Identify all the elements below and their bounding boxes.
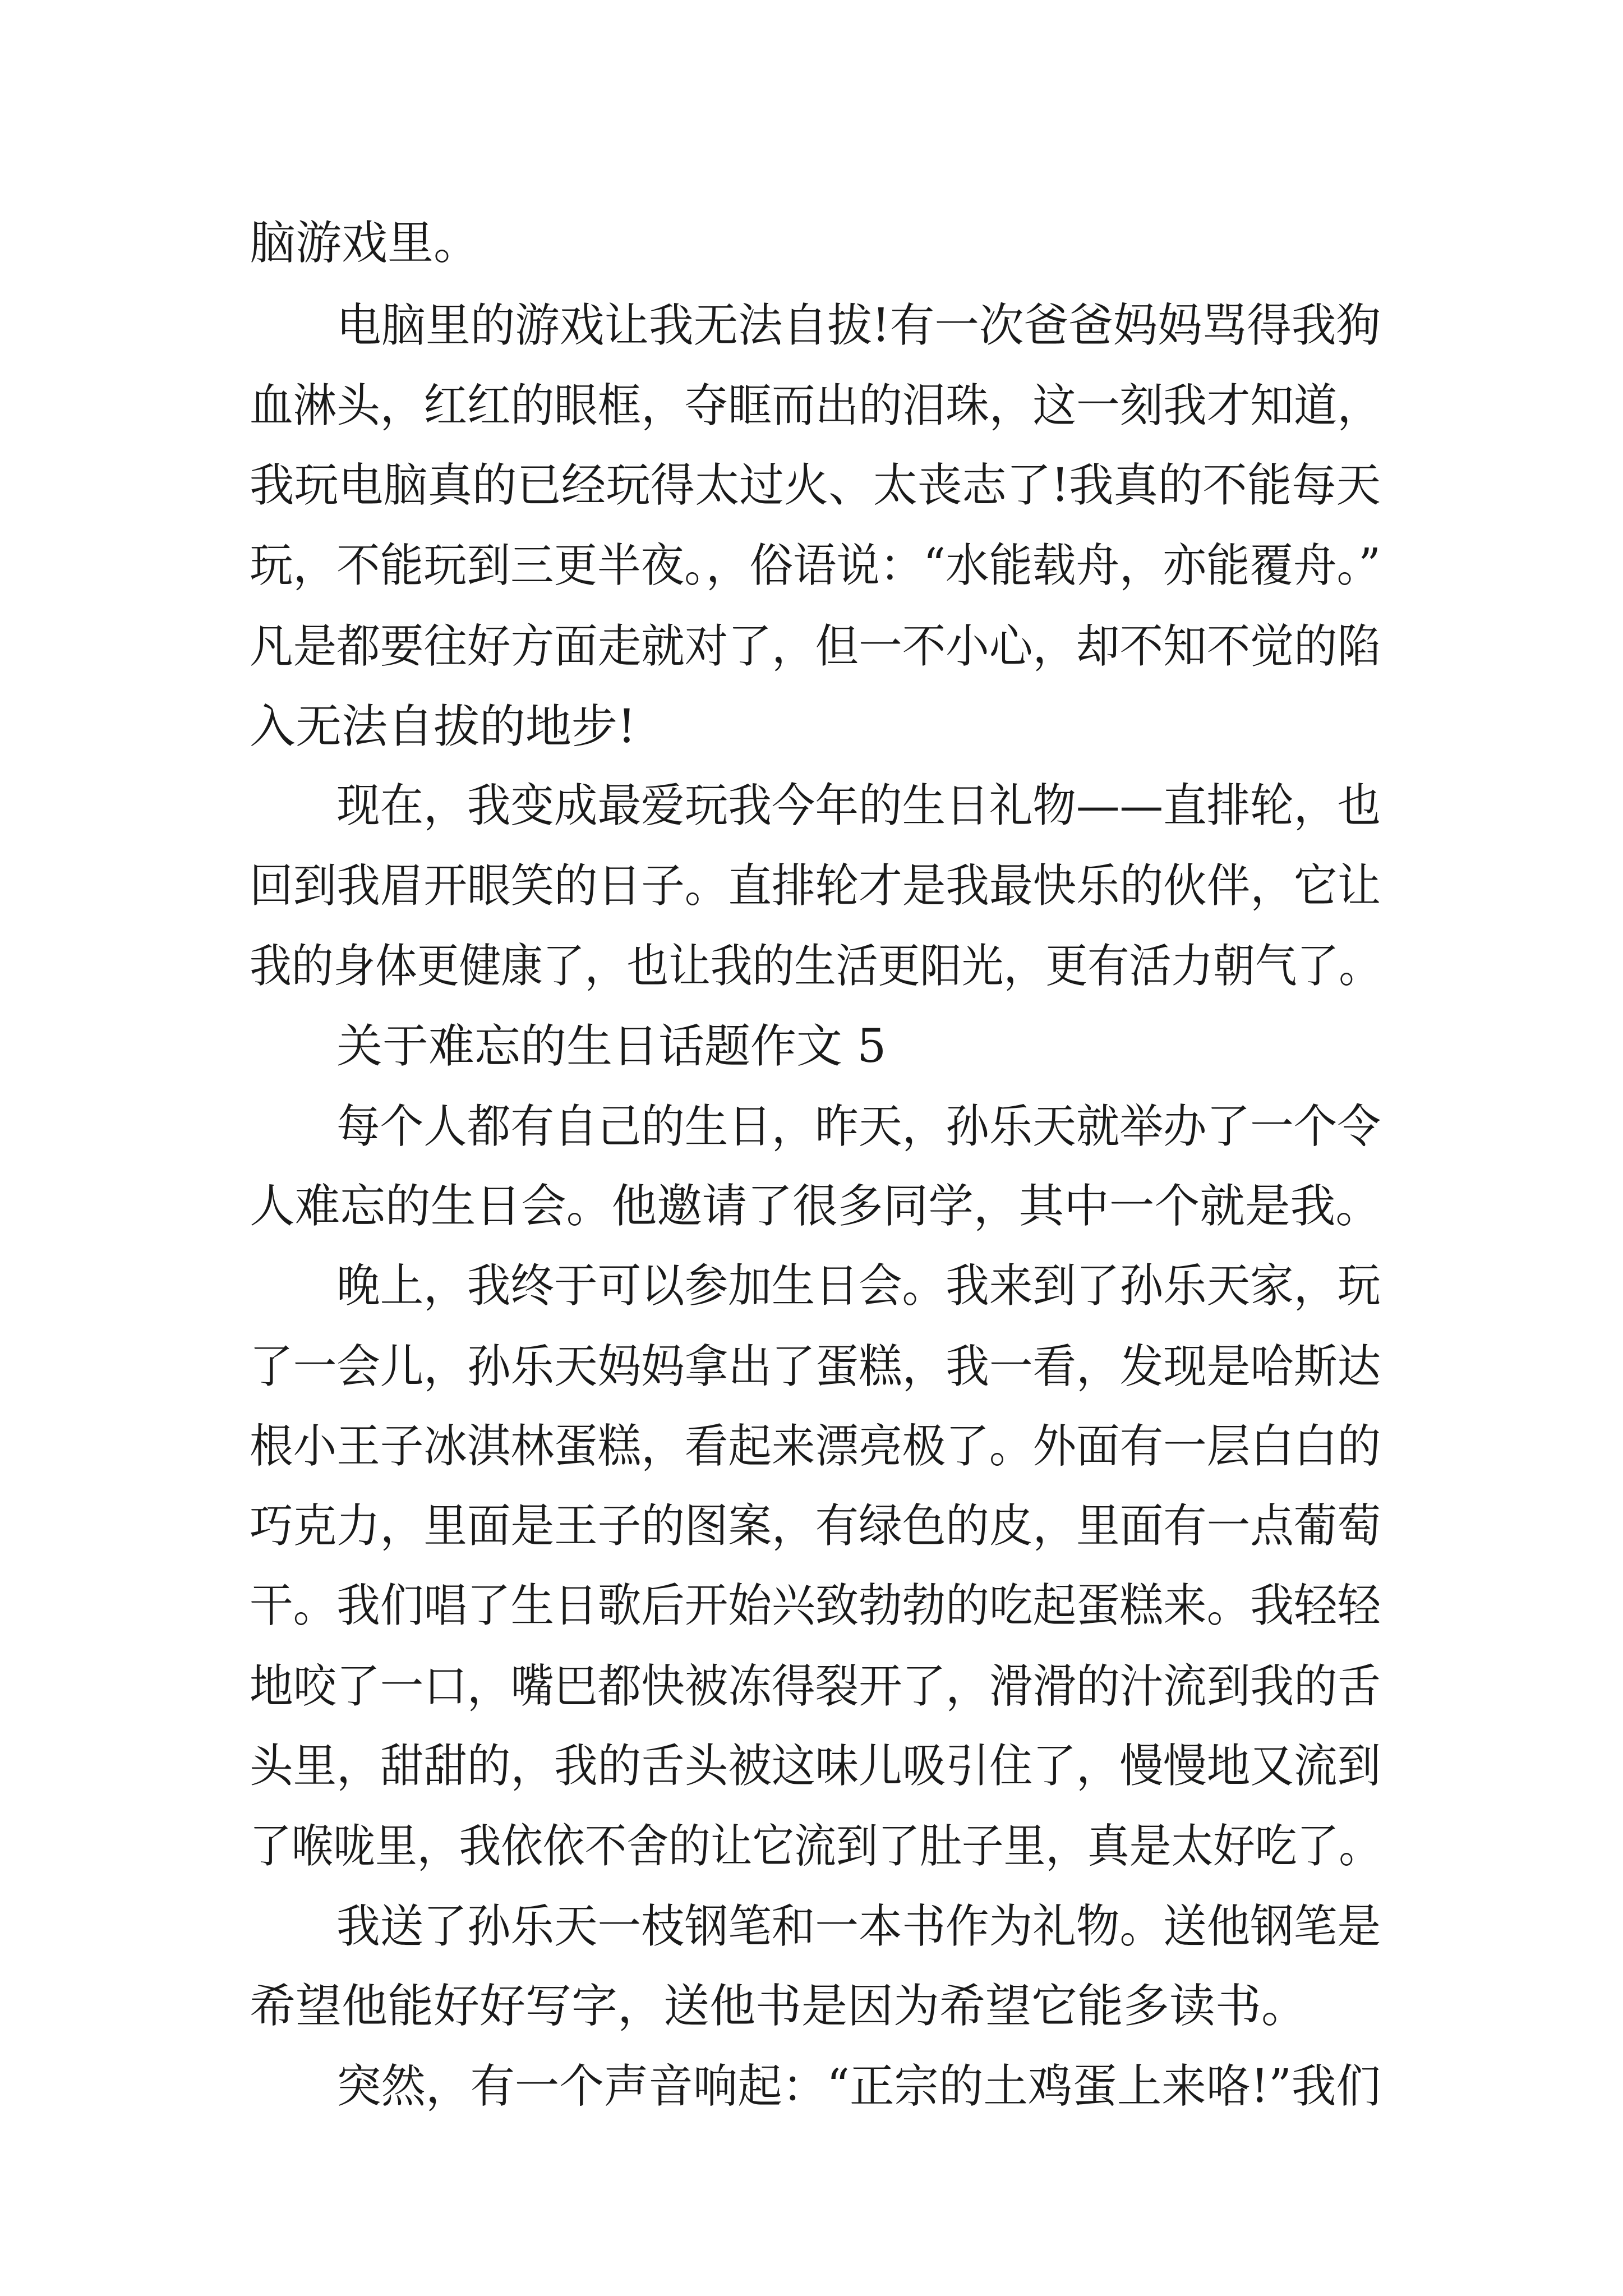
text-line: 干。我们唱了生日歌后开始兴致勃勃的吃起蛋糕来。我轻轻 (250, 1579, 1381, 1632)
text-line: 入无法自拔的地步! (250, 700, 636, 753)
paragraph-first-line: 电脑里的游戏让我无法自拔!有一次爸爸妈妈骂得我狗 (336, 299, 1381, 352)
paragraph-first-line: 每个人都有自己的生日，昨天，孙乐天就举办了一个令 (336, 1100, 1381, 1153)
text-line: 我玩电脑真的已经玩得太过火、太丧志了!我真的不能每天 (250, 459, 1381, 512)
text-line: 人难忘的生日会。他邀请了很多同学，其中一个就是我。 (250, 1180, 1381, 1233)
text-line: 了一会儿，孙乐天妈妈拿出了蛋糕，我一看，发现是哈斯达 (250, 1340, 1381, 1393)
text-line: 头里，甜甜的，我的舌头被这味儿吸引住了，慢慢地又流到 (250, 1740, 1381, 1793)
text-line: 希望他能好好写字，送他书是因为希望它能多读书。 (250, 1980, 1308, 2033)
text-line: 我的身体更健康了，也让我的生活更阳光，更有活力朝气了。 (250, 940, 1381, 993)
text-line: 地咬了一口，嘴巴都快被冻得裂开了，滑滑的汁流到我的舌 (250, 1660, 1381, 1713)
text-line: 了喉咙里，我依依不舍的让它流到了肚子里，真是太好吃了。 (250, 1820, 1381, 1873)
paragraph-first-line: 晚上，我终于可以参加生日会。我来到了孙乐天家，玩 (336, 1259, 1381, 1313)
text-line: 血淋头，红红的眼框，夺眶而出的泪珠，这一刻我才知道， (250, 379, 1381, 432)
text-line: 巧克力，里面是王子的图案，有绿色的皮，里面有一点葡萄 (250, 1499, 1381, 1553)
text-line: 脑游戏里。 (250, 217, 480, 270)
paragraph-first-line: 突然，有一个声音响起：“正宗的土鸡蛋上来咯!”我们 (336, 2060, 1381, 2113)
text-line: 玩，不能玩到三更半夜。，俗语说：“水能载舟，亦能覆舟。” (250, 539, 1381, 592)
paragraph-first-line: 我送了孙乐天一枝钢笔和一本书作为礼物。送他钢笔是 (336, 1900, 1381, 1953)
paragraph-first-line: 关于难忘的生日话题作文 5 (336, 1020, 887, 1073)
text-line: 回到我眉开眼笑的日子。直排轮才是我最快乐的伙伴，它让 (250, 859, 1381, 913)
text-line: 凡是都要往好方面走就对了，但一不小心，却不知不觉的陷 (250, 620, 1381, 673)
paragraph-first-line: 现在，我变成最爱玩我今年的生日礼物——直排轮，也 (336, 779, 1381, 832)
text-line: 根小王子冰淇林蛋糕，看起来漂亮极了。外面有一层白白的 (250, 1420, 1381, 1473)
